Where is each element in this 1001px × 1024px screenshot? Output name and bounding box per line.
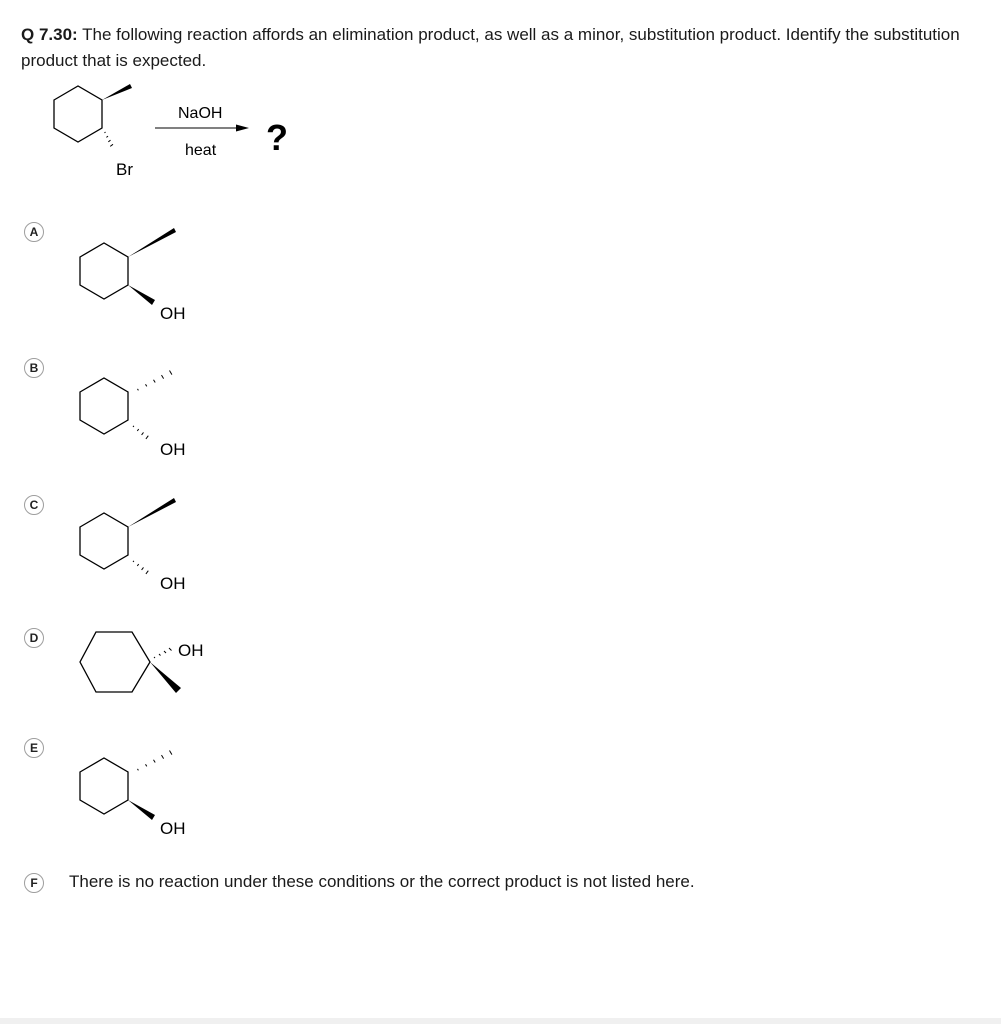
option-d-radio[interactable]: D [24, 628, 44, 648]
wedge-bond [128, 800, 155, 820]
hydroxyl-label: OH [160, 440, 186, 459]
hash-bond [133, 426, 148, 439]
option-f-radio[interactable]: F [24, 873, 44, 893]
condition-label: heat [185, 142, 217, 159]
hydroxyl-label: OH [160, 304, 186, 323]
leaving-group-label: Br [116, 160, 133, 179]
question-number: Q 7.30: [21, 25, 78, 44]
hash-bond [133, 561, 148, 574]
reaction-arrow [155, 125, 249, 132]
option-d-structure[interactable] [70, 620, 230, 715]
wedge-bond [128, 498, 176, 527]
hydroxyl-label: OH [160, 574, 186, 593]
page-bottom-divider [0, 1018, 1001, 1024]
option-a-structure[interactable] [70, 215, 220, 330]
reagent-label: NaOH [178, 105, 223, 122]
option-f-text[interactable]: There is no reaction under these conditions or the correct product is not listed here. [69, 872, 695, 891]
reaction-scheme [0, 0, 320, 190]
hash-bond [138, 751, 172, 771]
hydroxyl-label: OH [178, 641, 204, 660]
hash-bond [138, 371, 172, 391]
option-c-structure[interactable] [70, 485, 220, 600]
option-c-radio[interactable]: C [24, 495, 44, 515]
wedge-bond [102, 84, 132, 100]
hash-bond [154, 648, 172, 658]
hydroxyl-label: OH [160, 819, 186, 838]
reactant-structure [54, 84, 133, 179]
wedge-bond [128, 285, 155, 305]
wedge-bond [128, 228, 176, 257]
option-e-structure[interactable] [70, 730, 220, 845]
question-body: The following reaction affords an elimination product, as well as a minor, substitution product. Identify the substitution product that is expected. [21, 25, 960, 70]
option-e-radio[interactable]: E [24, 738, 44, 758]
wedge-bond [150, 662, 181, 693]
option-b-structure[interactable] [70, 350, 220, 465]
option-b-radio[interactable]: B [24, 358, 44, 378]
hash-bond [105, 132, 114, 146]
unknown-product-mark: ? [266, 117, 288, 158]
option-a-radio[interactable]: A [24, 222, 44, 242]
